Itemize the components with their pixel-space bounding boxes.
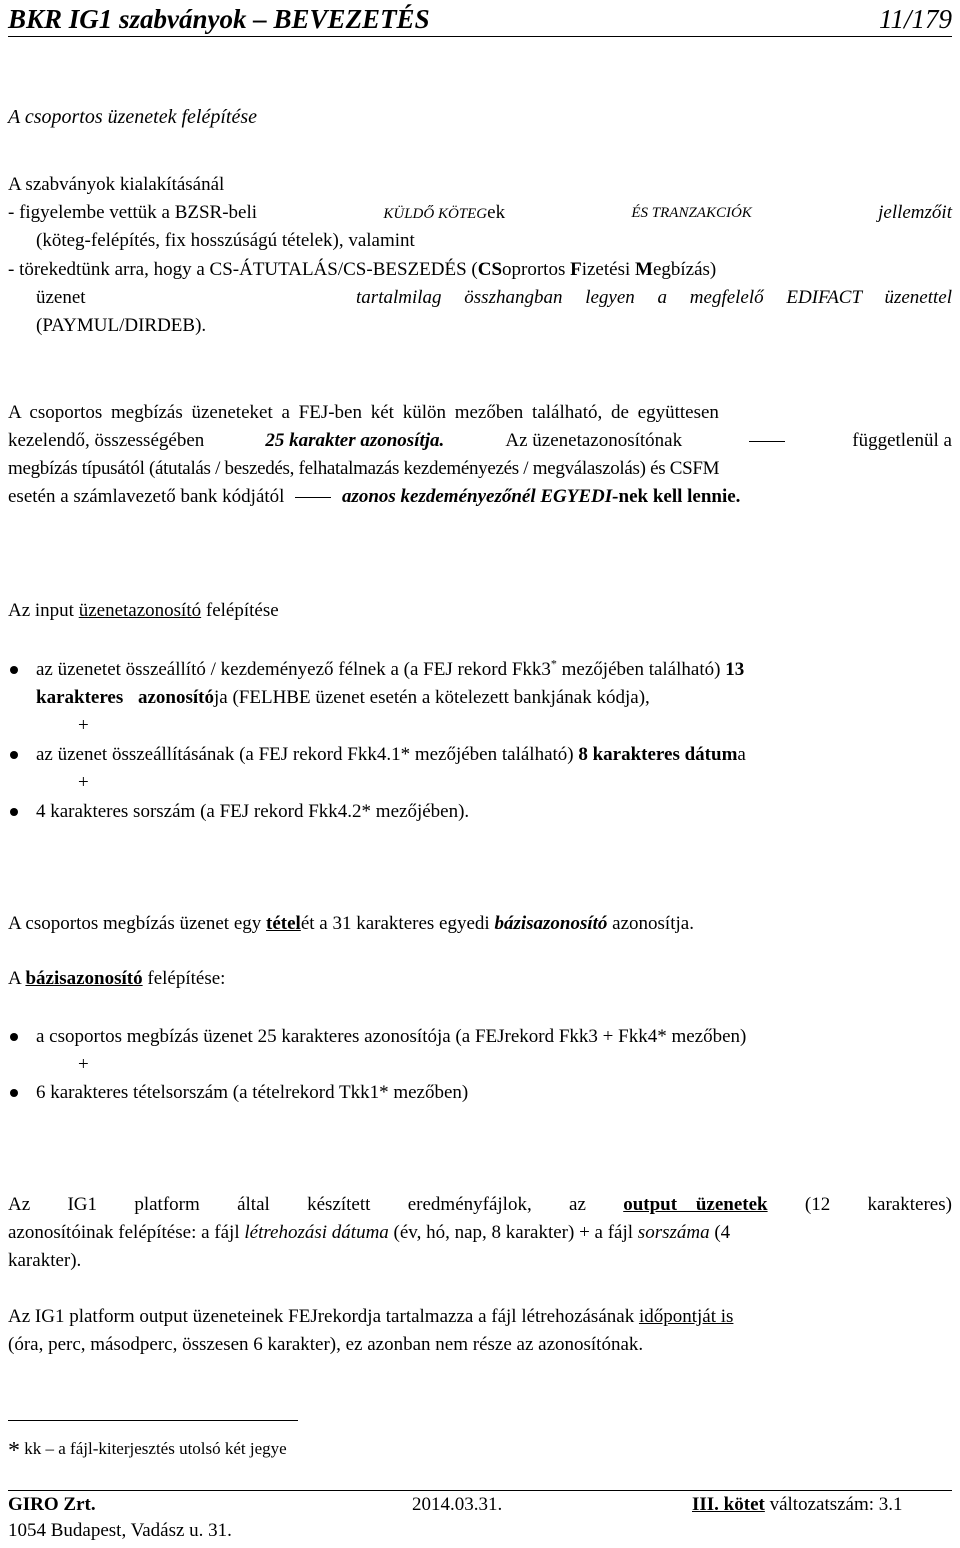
intro-l3-c1: oprortos <box>502 259 571 280</box>
batch-l1-a: A csoportos megbízás üzenet egy <box>8 913 267 934</box>
input-id-b2-c: a <box>737 744 746 765</box>
output-w4: készített <box>307 1194 371 1215</box>
footnote-mark: * <box>8 1438 20 1464</box>
batch-t-b: bázisazonosító <box>25 968 143 989</box>
intro-l1-e: jellemzőit <box>878 202 952 223</box>
output-w2: platform <box>134 1194 200 1215</box>
bullet-icon <box>10 751 18 759</box>
para1-l2-a: kezelendő, összességében <box>8 430 205 451</box>
bullet-icon <box>10 808 18 816</box>
input-id-b2 <box>36 742 952 768</box>
input-id-b2-a: az üzenet összeállításának (a FEJ rekord Fkk4.1* mezőjében található) <box>36 744 579 765</box>
header-title: BKR IG1 szabványok – BEVEZETÉS <box>8 4 430 34</box>
footnote-text: kk – a fájl-kiterjesztés utolsó két jegye <box>20 1439 287 1458</box>
intro-l3-b3: M <box>635 259 653 280</box>
input-id-b1-b: mezőjében található) <box>556 659 726 680</box>
output-l2-c: (év, hó, nap, 8 karakter) + a fájl <box>388 1222 638 1243</box>
input-id-b1-a: az üzenetet összeállító / kezdeményező félnek a (a FEJ rekord Fkk3 <box>36 659 551 680</box>
input-id-b1-line-1 <box>36 657 952 683</box>
footnote-rule <box>8 1420 298 1421</box>
output-w5: eredményfájlok, <box>407 1194 532 1215</box>
intro-line-2: (köteg-felépítés, fix hosszúságú tételek), valamint <box>36 230 415 251</box>
intro-line-4 <box>36 285 952 311</box>
intro-l3-c2: izetési <box>581 259 635 280</box>
input-id-title <box>8 598 952 624</box>
page-header <box>8 0 952 36</box>
output-line-2 <box>8 1220 952 1246</box>
output-l2-a: azonosítóinak felépítése: a fájl <box>8 1222 245 1243</box>
intro-l1-d: ÉS TRANZAKCIÓK <box>631 205 752 221</box>
para1-l2-c: Az üzenetazonosítónak <box>505 430 683 451</box>
footer-company: GIRO Zrt. <box>8 1494 96 1515</box>
intro-line-5: (PAYMUL/DIRDEB). <box>36 315 207 336</box>
output-p2-line-1 <box>8 1304 952 1330</box>
input-id-title-b: üzenetazonosító <box>78 600 202 621</box>
para1-l2-dash-wrap <box>743 428 791 454</box>
bullet-icon <box>10 666 18 674</box>
footer-rule <box>8 1490 952 1491</box>
batch-line-1 <box>8 911 952 937</box>
para1-l4-b: azonos kezdeményezőnél EGYEDI- <box>341 486 619 507</box>
footer-volume: III. kötet <box>692 1494 765 1515</box>
input-id-b1-l2-b: ja (FELHBE üzenet esetén a kötelezett bankjának kódja), <box>214 687 650 708</box>
bullet-icon <box>10 1089 18 1097</box>
para1-l2-d: függetlenül a <box>852 430 952 451</box>
output-u: output üzenetek <box>623 1194 768 1215</box>
batch-l1-d: bázisazonosító <box>494 913 608 934</box>
input-id-title-a: Az input <box>8 600 79 621</box>
dash <box>749 441 785 442</box>
para1-l4-a: esetén a számlavezető bank kódjától <box>8 486 285 507</box>
dash <box>295 497 331 498</box>
output-w7: (12 <box>804 1194 831 1215</box>
para1-line-1: A csoportos megbízás üzeneteket a FEJ-ben két külön mezőben található, de együttesen <box>8 402 719 423</box>
input-id-b3: 4 karakteres sorszám (a FEJ rekord Fkk4.2* mezőjében). <box>36 801 470 822</box>
header-page-number: 11/179 <box>879 4 952 34</box>
intro-l4-a: üzenet <box>36 287 86 308</box>
intro-l1-c: ek <box>487 202 506 223</box>
bullet-icon <box>10 1033 18 1041</box>
output-p2-line-2: (óra, perc, másodperc, összesen 6 karakter), ez azonban nem része az azonosítónak. <box>8 1334 644 1355</box>
intro-l1-koteg <box>383 200 505 227</box>
para1-l2-b: 25 karakter azonosítja. <box>265 430 445 451</box>
batch-l1-c: ét a 31 karakteres egyedi <box>300 913 495 934</box>
batch-t-c: felépítése: <box>142 968 226 989</box>
header-rule <box>8 36 952 37</box>
footer-date: 2014.03.31. <box>412 1494 503 1515</box>
plus-sign: + <box>78 772 89 793</box>
intro-l1-a: - figyelembe vettük a BZSR-beli <box>8 202 258 223</box>
output-w1: IG1 <box>67 1194 98 1215</box>
input-id-b1-line-2 <box>36 685 952 711</box>
intro-l3-a: - törekedtünk arra, hogy a CS-ÁTUTALÁS/CS-BESZEDÉS ( <box>8 259 478 280</box>
para1-line-3: megbízás típusától (átutalás / beszedés, felhatalmazás kezdeményezés / megválaszolás) és CSFM <box>8 458 720 479</box>
footnote <box>8 1436 952 1464</box>
plus-sign: + <box>78 715 89 736</box>
batch-title <box>8 966 952 992</box>
output-w3: által <box>237 1194 270 1215</box>
intro-l3-b2: F <box>570 259 582 280</box>
intro-lead: A szabványok kialakításánál <box>8 174 225 195</box>
batch-b1: a csoportos megbízás üzenet 25 karakteres azonosítója (a FEJrekord Fkk3 + Fkk4* mezőben) <box>36 1026 747 1047</box>
output-l2-b: létrehozási dátuma <box>244 1222 389 1243</box>
intro-l1-b: KÜLDŐ KÖTEG <box>383 206 488 222</box>
plus-sign: + <box>78 1054 89 1075</box>
output-line-3: karakter). <box>8 1250 82 1271</box>
batch-b2: 6 karakteres tételsorszám (a tételrekord Tkk1* mezőben) <box>36 1082 469 1103</box>
input-id-b2-b: 8 karakteres dátum <box>578 744 738 765</box>
input-id-b1-c: 13 <box>725 659 745 680</box>
intro-l4-b: tartalmilag összhangban legyen a megfelelő EDIFACT üzenettel <box>356 287 952 308</box>
para1-line-2 <box>8 428 952 454</box>
output-line-1 <box>8 1192 952 1218</box>
batch-t-a: A <box>8 968 26 989</box>
footer-version: változatszám: 3.1 <box>764 1494 903 1515</box>
input-id-b1-l2-a: karakteres azonosító <box>36 687 214 708</box>
intro-line-3 <box>8 257 952 283</box>
section-title: A csoportos üzenetek felépítése <box>8 106 258 128</box>
output-w0: Az <box>8 1194 31 1215</box>
output-p2-l1-b: időpontját is <box>638 1306 734 1327</box>
footer-address: 1054 Budapest, Vadász u. 31. <box>8 1520 232 1541</box>
input-id-title-c: felépítése <box>201 600 279 621</box>
output-w6: az <box>569 1194 586 1215</box>
intro-l3-b1: CS <box>477 259 503 280</box>
batch-l1-b: tétel <box>266 913 301 934</box>
footer-volume-wrap <box>692 1494 903 1516</box>
output-l2-d: sorszáma <box>637 1222 710 1243</box>
output-w8: karakteres) <box>867 1194 952 1215</box>
batch-l1-e: azonosítja. <box>607 913 694 934</box>
intro-l3-c3: egbízás) <box>652 259 717 280</box>
para1-l4-c: nek kell lennie. <box>618 486 741 507</box>
output-p2-l1-a: Az IG1 platform output üzeneteinek FEJrekordja tartalmazza a fájl létrehozásának <box>8 1306 639 1327</box>
output-l2-e: (4 <box>709 1222 731 1243</box>
input-id-b1-sup: * <box>550 656 557 671</box>
para1-line-4 <box>8 484 952 510</box>
intro-line-1 <box>8 200 952 227</box>
